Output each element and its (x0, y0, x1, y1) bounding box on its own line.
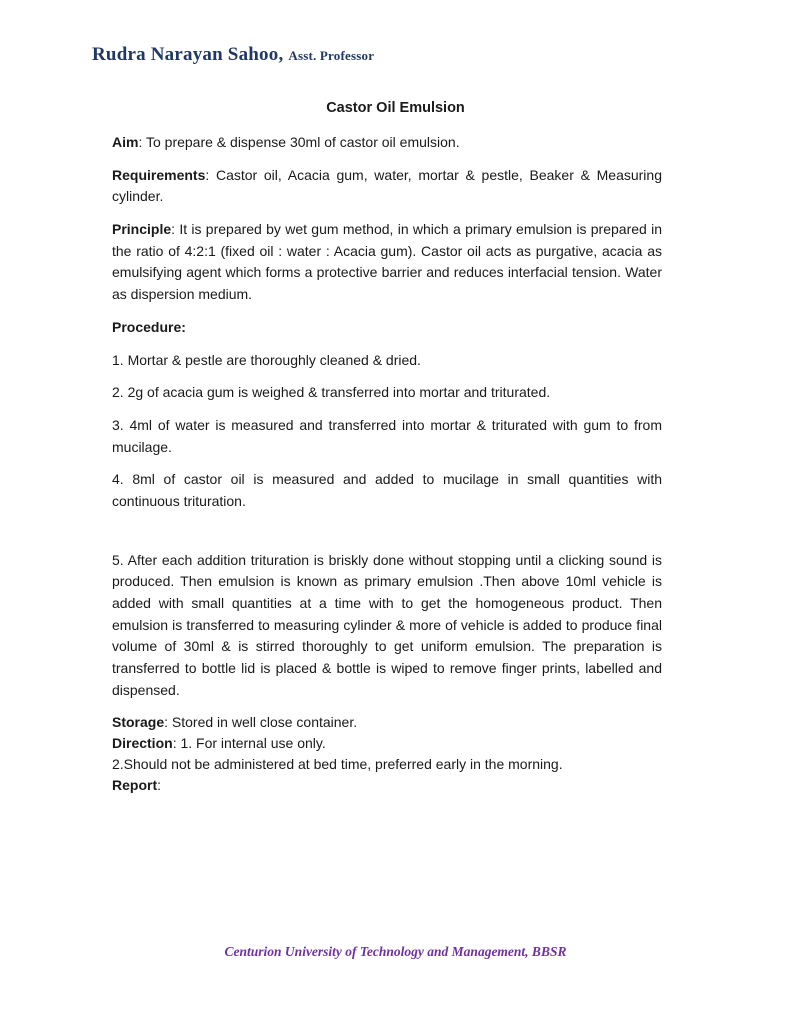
report-label: Report (112, 777, 158, 794)
report-line (112, 775, 662, 796)
storage-label: Storage (112, 714, 165, 731)
direction-label: Direction (112, 735, 173, 752)
closing-block (112, 712, 662, 796)
aim-paragraph (112, 132, 662, 154)
author-role: Asst. Professor (288, 48, 375, 63)
document-body (112, 132, 662, 796)
author-name: Rudra Narayan Sahoo, (92, 44, 284, 65)
paragraph-spacer (112, 524, 662, 550)
aim-label: Aim (112, 134, 139, 150)
procedure-step: 2. 2g of acacia gum is weighed & transferred into mortar and triturated. (112, 384, 551, 401)
storage-line (112, 712, 662, 733)
requirements-paragraph (112, 165, 662, 208)
procedure-label: Procedure: (112, 318, 186, 335)
procedure-step: 3. 4ml of water is measured and transferred into mortar & triturated with gum to from mucilage. (112, 416, 662, 455)
direction-line (112, 733, 662, 754)
requirements-label: Requirements (112, 166, 206, 183)
procedure-step: 4. 8ml of castor oil is measured and added to mucilage in small quantities with continuous trituration. (112, 471, 662, 509)
document-footer: Centurion University of Technology and Management, BBSR (224, 944, 567, 959)
procedure-heading (112, 317, 662, 339)
principle-text: : It is prepared by wet gum method, in which a primary emulsion is prepared in the ratio of 4:2:1 (fixed oil : water : Acacia gum). Castor oil acts as purgative, acacia as emulsifying agent which forms a protective barrier and reduces interfacial tension. Water as dispersion medium. (112, 221, 662, 303)
principle-paragraph (112, 219, 662, 306)
procedure-step: 5. After each addition trituration is briskly done without stopping until a clicking sound is produced. Then emulsion is known as primary emulsion .Then above 10ml vehicle is added with small quantities at a time with to get the homogeneous product. Then emulsion is transferred to measuring cylinder & more of vehicle is added to produce final volume of 30ml & is stirred thoroughly to get uniform emulsion. The preparation is transferred to bottle lid is placed & bottle is wiped to remove finger prints, labelled and dispensed. (112, 551, 662, 698)
requirements-text: : Castor oil, Acacia gum, water, mortar & pestle, Beaker & Measuring cylinder. (112, 166, 662, 205)
document-header-author (92, 44, 374, 66)
page-title: Castor Oil Emulsion (326, 100, 465, 116)
direction-text: : 1. For internal use only. (172, 735, 326, 752)
report-text: : (157, 777, 162, 794)
principle-label: Principle (112, 221, 172, 238)
procedure-step: 1. Mortar & pestle are thoroughly cleaned & dried. (112, 351, 421, 368)
storage-text: : Stored in well close container. (164, 714, 358, 731)
direction-line-two: 2.Should not be administered at bed time, preferred early in the morning. (112, 756, 563, 773)
aim-text: : To prepare & dispense 30ml of castor oil emulsion. (138, 134, 460, 150)
